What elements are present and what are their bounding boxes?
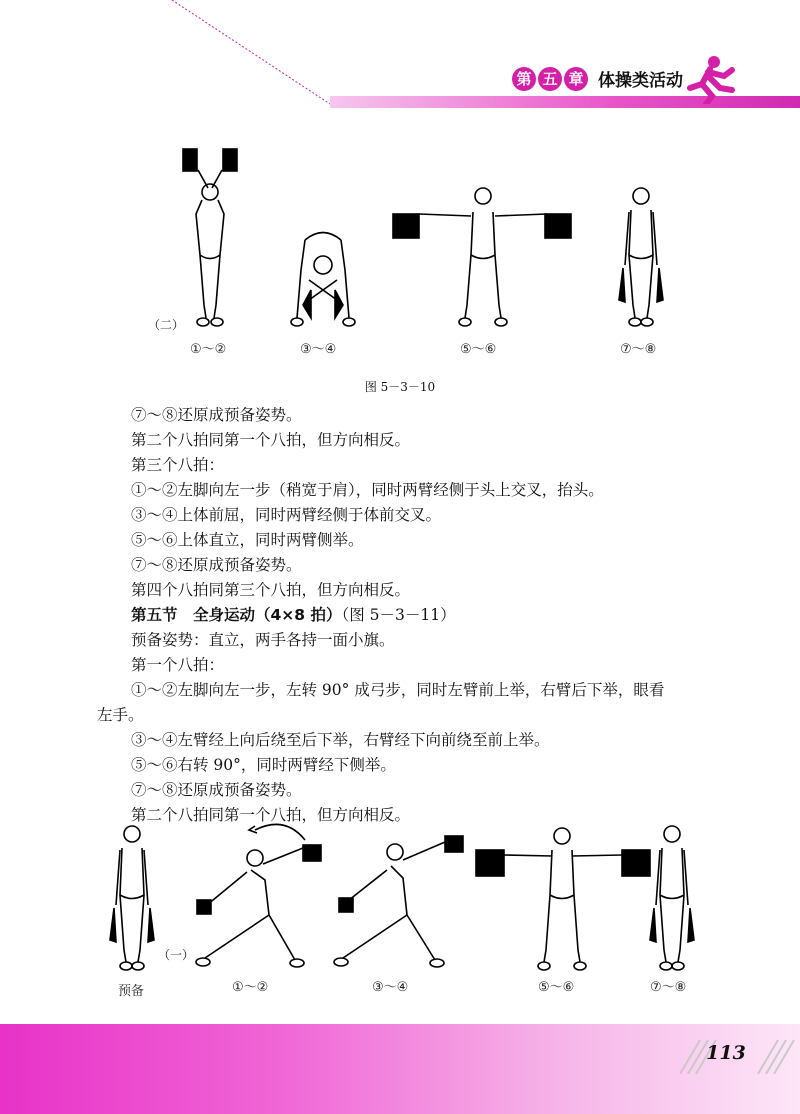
pose-standing-2 bbox=[650, 826, 694, 970]
chapter-title: 体操类活动 bbox=[598, 71, 683, 91]
text-line: 第四个八拍同第三个八拍，但方向相反。 bbox=[131, 581, 411, 599]
figure1-caption: 图 5－3－10 bbox=[364, 380, 436, 394]
figure1-group-tag: （二） bbox=[148, 318, 185, 332]
text-line: ③～④左臂经上向后绕至后下举，右臂经下向前绕至前上举。 bbox=[131, 731, 550, 749]
text-line: ⑦～⑧还原成预备姿势。 bbox=[131, 556, 302, 574]
text-line: 预备姿势：直立，两手各持一面小旗。 bbox=[131, 631, 395, 649]
figure2-label-ready: 预备 bbox=[118, 984, 145, 999]
text-line: 左手。 bbox=[97, 706, 144, 724]
text-line: 第一个八拍： bbox=[131, 656, 225, 674]
text-line: ⑦～⑧还原成预备姿势。 bbox=[131, 781, 302, 799]
text-line: 第二个八拍同第一个八拍，但方向相反。 bbox=[131, 806, 411, 824]
page-number: 113 bbox=[706, 1042, 746, 1064]
text-line: ⑤～⑥上体直立，同时两臂侧举。 bbox=[131, 531, 364, 549]
figure1-label-1: ①～② bbox=[190, 342, 227, 357]
text-line: 第三个八拍： bbox=[131, 456, 225, 474]
figure2-label-3: ⑤～⑥ bbox=[538, 980, 575, 995]
figure1-label-2: ③～④ bbox=[300, 342, 337, 357]
text-line: ①～②左脚向左一步（稍宽于肩），同时两臂经侧于头上交叉，抬头。 bbox=[131, 481, 604, 499]
text-line: ①～②左脚向左一步，左转 90° 成弓步，同时左臂前上举，右臂后下举，眼看 bbox=[131, 681, 665, 699]
section-heading: 第五节 全身运动（4×8 拍） bbox=[131, 606, 342, 624]
text-line: ⑤～⑥右转 90°，同时两臂经下侧举。 bbox=[131, 756, 396, 774]
pose-side-raise-2 bbox=[476, 828, 650, 970]
figure1-label-4: ⑦～⑧ bbox=[620, 342, 657, 357]
pose-lunge-2 bbox=[334, 836, 463, 967]
figure2-label-4: ⑦～⑧ bbox=[650, 980, 687, 995]
pose-ready bbox=[110, 826, 154, 970]
chapter-char-3: 章 bbox=[564, 67, 588, 91]
figure2-label-1: ①～② bbox=[232, 980, 269, 995]
pose-lunge-1 bbox=[196, 824, 321, 967]
figure2-label-2: ③～④ bbox=[372, 980, 409, 995]
figure2-group-tag: （一） bbox=[158, 948, 195, 962]
section-figure-ref: （图 5－3－11） bbox=[341, 606, 456, 624]
text-line: 第二个八拍同第一个八拍，但方向相反。 bbox=[131, 431, 411, 449]
chapter-char-2: 五 bbox=[538, 67, 562, 91]
text-line: ⑦～⑧还原成预备姿势。 bbox=[131, 406, 302, 424]
figure1-label-3: ⑤～⑥ bbox=[460, 342, 497, 357]
chapter-char-1: 第 bbox=[512, 67, 536, 91]
text-line: ③～④上体前屈，同时两臂经侧于体前交叉。 bbox=[131, 506, 442, 524]
